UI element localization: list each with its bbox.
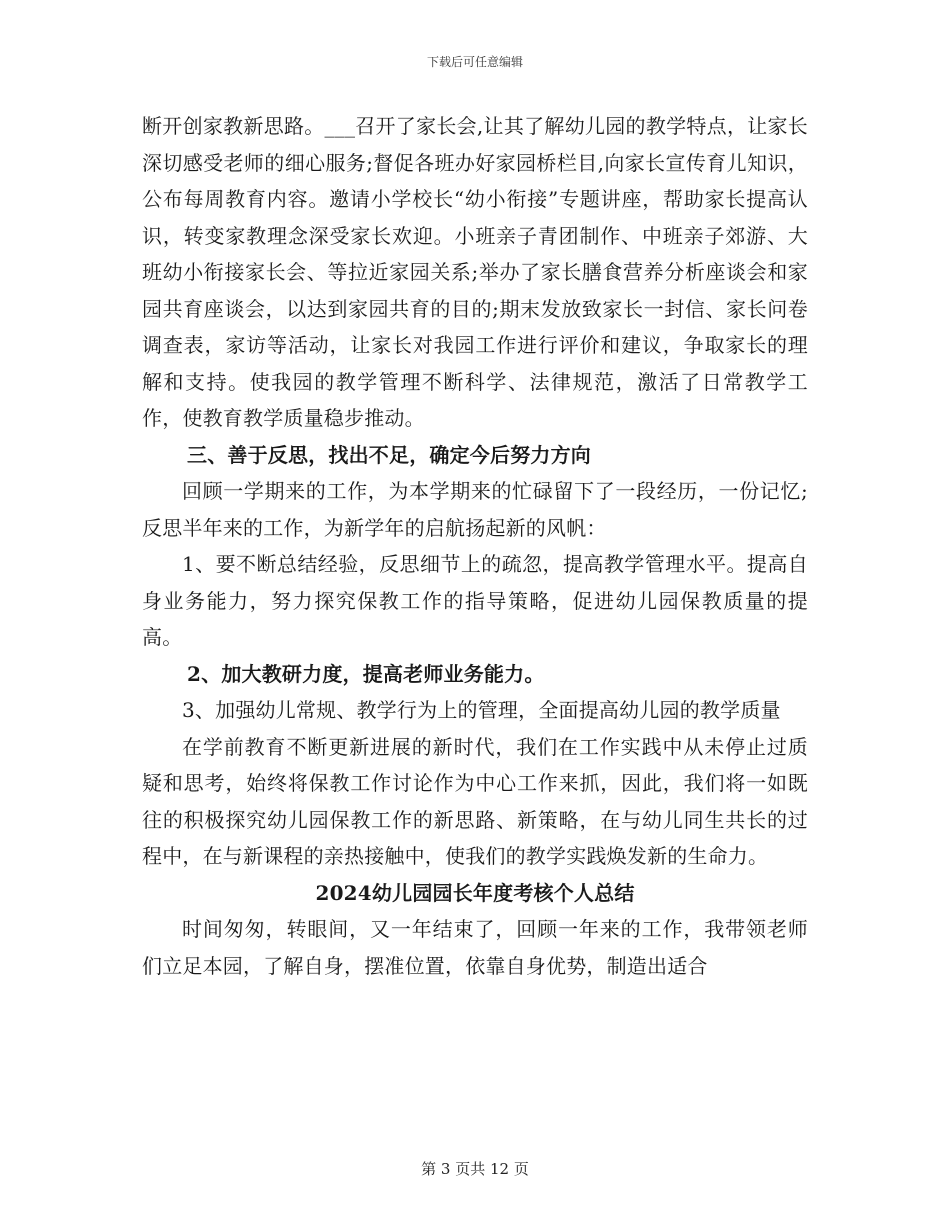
paragraph-item-3: 3、加强幼儿常规、教学行为上的管理，全面提高幼儿园的教学质量 xyxy=(182,698,781,722)
document-title: 2024幼儿园园长年度考核个人总结 xyxy=(315,880,635,905)
page-header: 下载后可任意编辑 xyxy=(426,55,523,69)
paragraph-item-1: 1、要不断总结经验，反思细节上的疏忽，提高教学管理水平。提高自身业务能力，努力探究保教工作的指导策略，促进幼儿园保教质量的提高。 xyxy=(142,552,808,649)
page-footer: 第 3 页共 12 页 xyxy=(421,1160,529,1178)
paragraph-conclusion: 在学前教育不断更新进展的新时代，我们在工作实践中从未停止过质疑和思考，始终将保教工作讨论作为中心工作来抓，因此，我们将一如既往的积极探究幼儿园保教工作的新思路、新策略，在与幼儿同生共长的过程中，在与新课程的亲热接触中，使我们的教学实践焕发新的生命力。 xyxy=(142,734,808,868)
paragraph-home-school-cooperation: 断开创家教新思路。___召开了家长会,让其了解幼儿园的教学特点，让家长深切感受老师的细心服务;督促各班办好家园桥栏目,向家长宣传育儿知识，公布每周教育内容。邀请小学校长“幼小衔接”专题讲座，帮助家长提高认识，转变家教理念深受家长欢迎。小班亲子青团制作、中班亲子郊游、大班幼小衔接家长会、等拉近家园关系;举办了家长膳食营养分析座谈会和家园共育座谈会，以达到家园共育的目的;期末发放致家长一封信、家长问卷调查表，家访等活动，让家长对我园工作进行评价和建议，争取家长的理解和支持。使我园的教学管理不断科学、法律规范，激活了日常教学工作，使教育教学质量稳步推动。 xyxy=(142,114,808,430)
paragraph-summary-intro: 时间匆匆，转眼间，又一年结束了，回顾一年来的工作，我带领老师们立足本园，了解自身，摆准位置，依靠自身优势，制造出适合 xyxy=(142,917,808,978)
item-2-heading: 2、加大教研力度，提高老师业务能力。 xyxy=(187,661,545,686)
section-heading-reflection: 三、善于反思，找出不足，确定今后努力方向 xyxy=(187,442,591,467)
paragraph-review: 回顾一学期来的工作，为本学期来的忙碌留下了一段经历，一份记忆;反思半年来的工作，为新学年的启航扬起新的风帆： xyxy=(142,479,808,540)
document-body xyxy=(142,108,808,984)
